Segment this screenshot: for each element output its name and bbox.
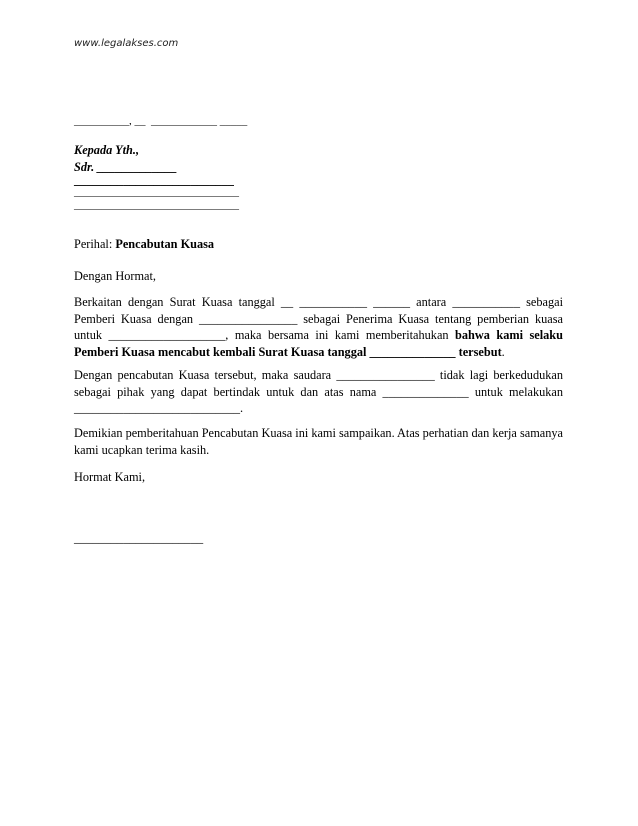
- paragraph-1-bold: bahwa kami selaku Pemberi Kuasa mencabut kembali Surat Kuasa tanggal ______________ tersebut: [74, 328, 563, 359]
- salutation: Dengan Hormat,: [74, 269, 156, 283]
- paragraph-1-text: Berkaitan dengan Surat Kuasa tanggal __ ___________ ______ antara ___________ sebagai Pemberi Kuasa dengan ________________ sebagai Penerima Kuasa tentang pemberian kuasa untuk ___________________, maka bersama ini kami memberitahukan: [74, 295, 563, 342]
- closing: Hormat Kami,: [74, 470, 146, 484]
- subject-line: [74, 237, 214, 251]
- recipient-address-line: __________________________: [74, 173, 234, 187]
- subject-value: Pencabutan Kuasa: [115, 237, 215, 251]
- paragraph-1-end: .: [501, 344, 505, 359]
- recipient-name: Sdr. _____________: [74, 160, 178, 174]
- recipient-address-line: ______________________________: [74, 186, 239, 198]
- signature-line: _____________________: [74, 531, 204, 545]
- paragraph-3: Demikian pemberitahuan Pencabutan Kuasa ini kami sampaikan. Atas perhatian dan kerja samanya kami ucapkan terima kasih.: [74, 426, 563, 457]
- header-url: www.legalakses.com: [74, 38, 179, 49]
- date-line: __________, __ ____________ _____: [74, 115, 248, 127]
- paragraph-1: [74, 294, 563, 360]
- paragraph-2: Dengan pencabutan Kuasa tersebut, maka saudara ________________ tidak lagi berkedudukan sebagai pihak yang dapat bertindak untuk dan atas nama ______________ untuk melakukan ___________________________.: [74, 368, 563, 415]
- recipient-address-line: ______________________________: [74, 199, 239, 211]
- subject-label: Perihal:: [74, 237, 116, 251]
- recipient-greeting: Kepada Yth.,: [74, 143, 140, 157]
